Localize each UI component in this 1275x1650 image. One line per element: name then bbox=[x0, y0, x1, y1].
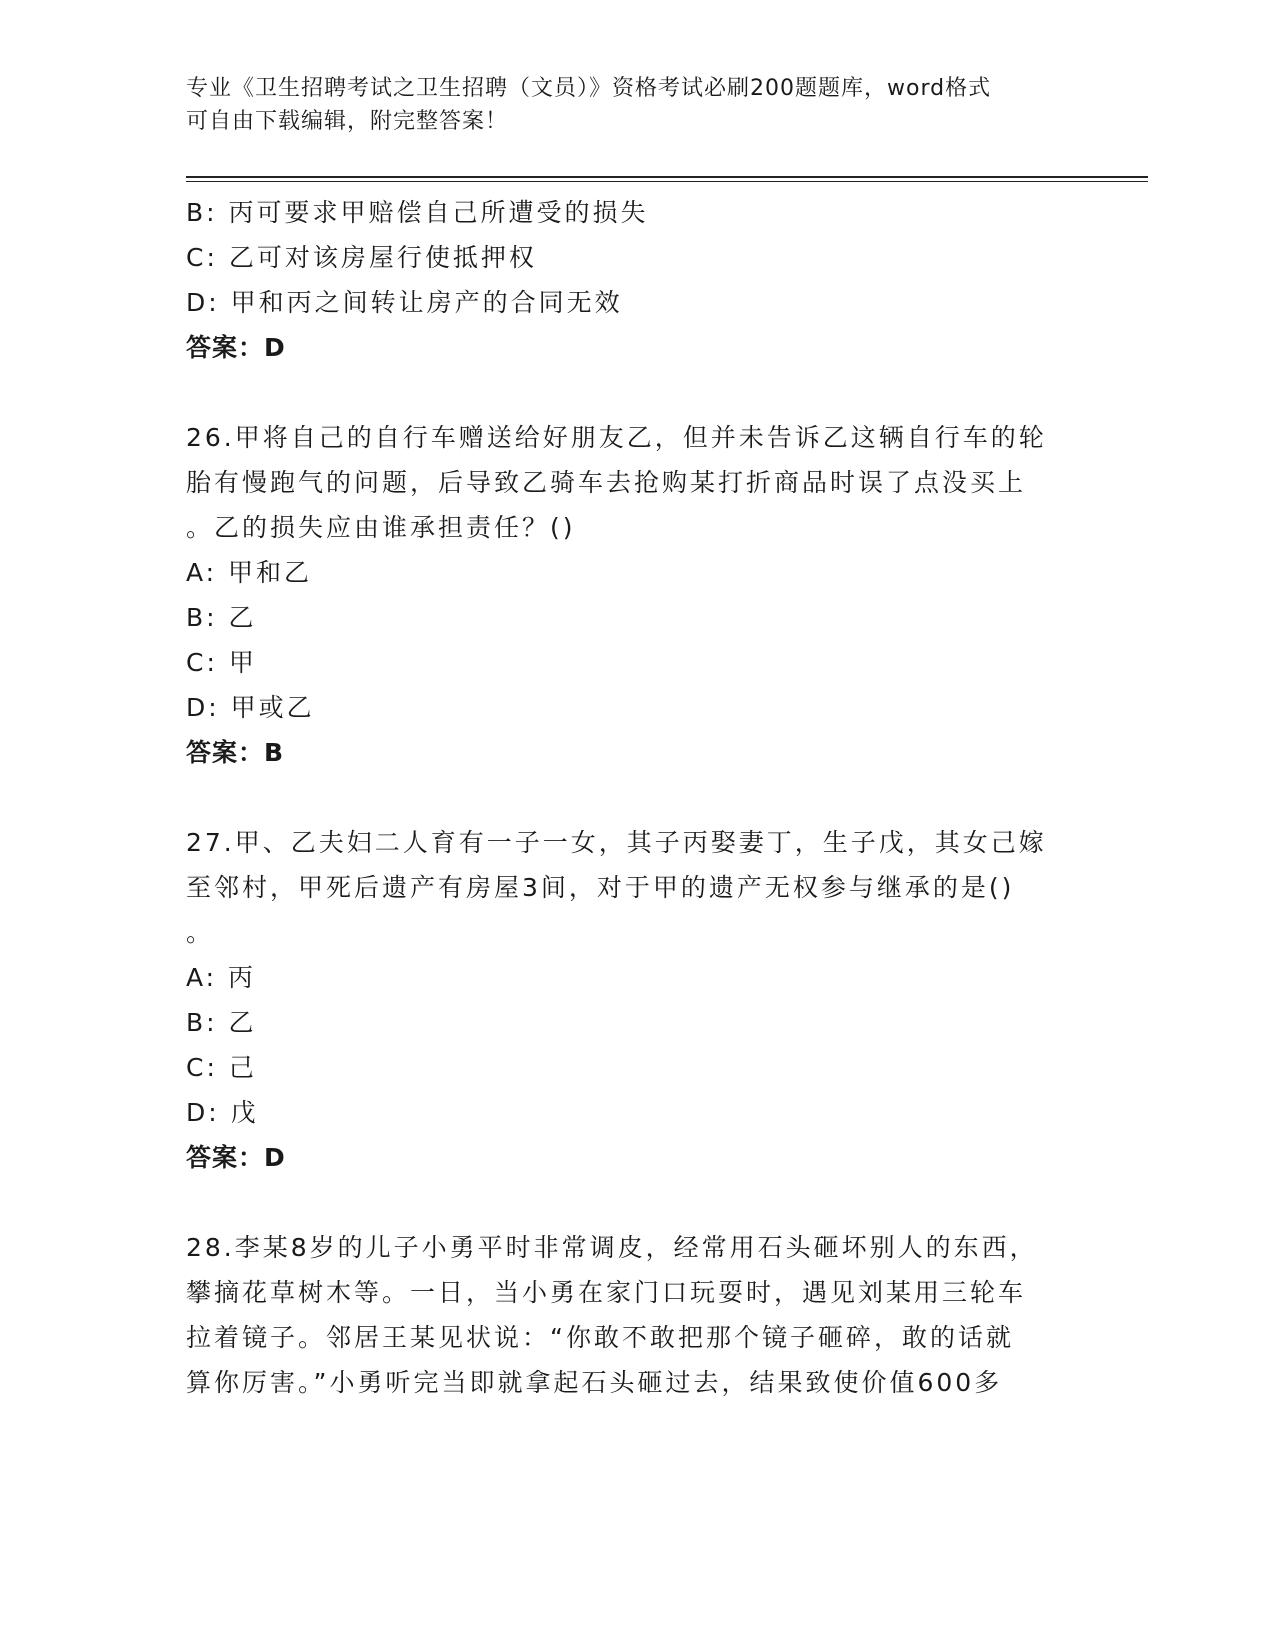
question-text-line: 胎有慢跑气的问题，后导致乙骑车去抢购某打折商品时误了点没买上 bbox=[186, 468, 1027, 497]
question-text-line: 26.甲将自己的自行车赠送给好朋友乙，但并未告诉乙这辆自行车的轮 bbox=[186, 423, 1047, 452]
question-text-line: 攀摘花草树木等。一日，当小勇在家门口玩耍时，遇见刘某用三轮车 bbox=[186, 1278, 1027, 1307]
question-text-line: 算你厉害。”小勇听完当即就拿起石头砸过去，结果致使价值600多 bbox=[186, 1368, 1003, 1397]
answer-line: 答案：D bbox=[186, 1143, 286, 1172]
answer-line: 答案：B bbox=[186, 738, 285, 767]
question-text-line: 拉着镜子。邻居王某见状说：“你敢不敢把那个镜子砸碎，敢的话就 bbox=[186, 1323, 1014, 1352]
question-26 bbox=[186, 415, 1086, 775]
option-b: B: 乙 bbox=[186, 603, 257, 632]
prev-question-block bbox=[186, 190, 1086, 370]
question-27 bbox=[186, 820, 1086, 1180]
question-28 bbox=[186, 1225, 1086, 1405]
option-c: C: 甲 bbox=[186, 648, 257, 677]
question-text-line: 。 bbox=[186, 918, 215, 947]
option-b: B: 丙可要求甲赔偿自己所遭受的损失 bbox=[186, 198, 649, 227]
header-divider-thin bbox=[186, 181, 1148, 182]
option-c: C: 乙可对该房屋行使抵押权 bbox=[186, 243, 537, 272]
header-divider-thick bbox=[186, 176, 1148, 178]
question-text-line: 28.李某8岁的儿子小勇平时非常调皮，经常用石头砸坏别人的东西， bbox=[186, 1233, 1038, 1262]
option-b: B: 乙 bbox=[186, 1008, 257, 1037]
question-text-line: 至邻村，甲死后遗产有房屋3间，对于甲的遗产无权参与继承的是() bbox=[186, 873, 1015, 902]
header-line-1: 专业《卫生招聘考试之卫生招聘（文员）》资格考试必刷200题题库，word格式 bbox=[186, 76, 992, 101]
option-d: D: 戊 bbox=[186, 1098, 259, 1127]
option-a: A: 甲和乙 bbox=[186, 558, 313, 587]
question-text-line: 27.甲、乙夫妇二人育有一子一女，其子丙娶妻丁，生子戊，其女己嫁 bbox=[186, 828, 1047, 857]
answer-line: 答案：D bbox=[186, 333, 286, 362]
spacer bbox=[186, 370, 1086, 415]
question-text-line: 。乙的损失应由谁承担责任？() bbox=[186, 513, 576, 542]
document-header bbox=[186, 72, 1066, 138]
spacer bbox=[186, 775, 1086, 820]
option-d: D: 甲或乙 bbox=[186, 693, 315, 722]
option-c: C: 己 bbox=[186, 1053, 257, 1082]
option-d: D: 甲和丙之间转让房产的合同无效 bbox=[186, 288, 623, 317]
option-a: A: 丙 bbox=[186, 963, 257, 992]
spacer bbox=[186, 1180, 1086, 1225]
header-line-2: 可自由下载编辑，附完整答案！ bbox=[186, 109, 509, 134]
question-content bbox=[186, 190, 1086, 1405]
